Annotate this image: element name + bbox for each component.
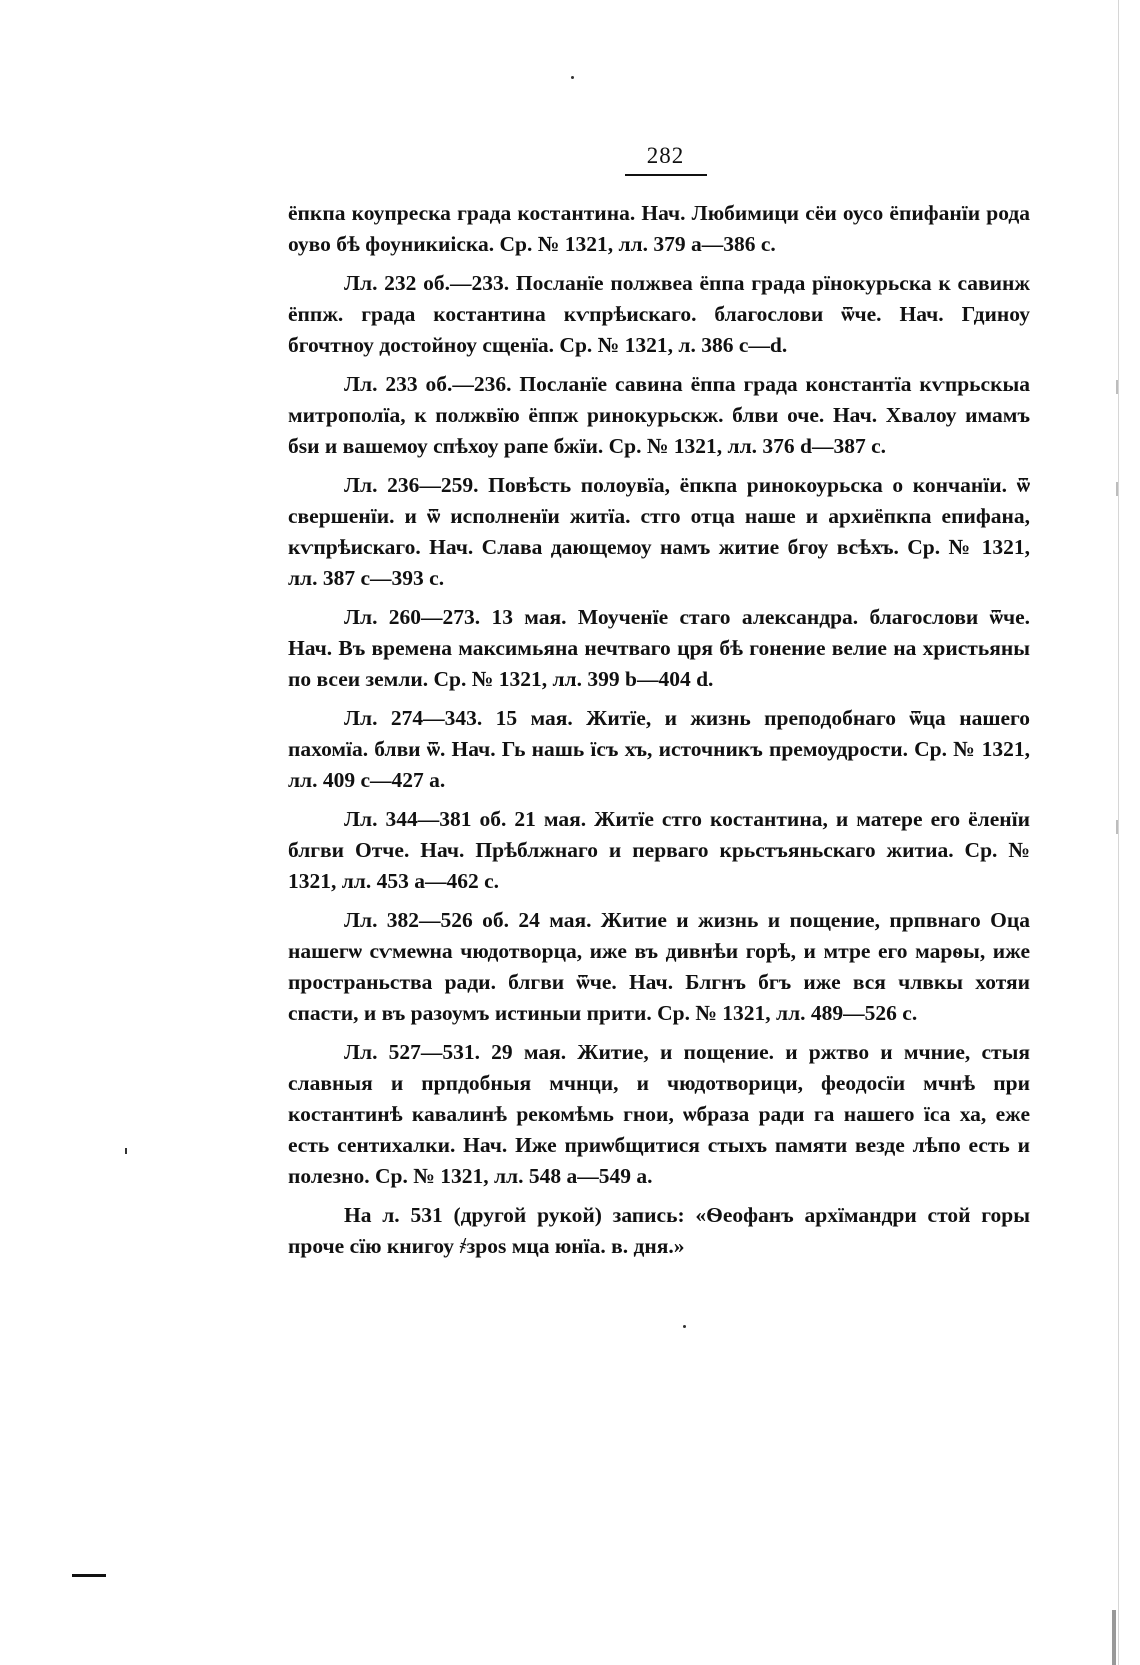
entry-344: Лл. 344—381 об. 21 мая. Житїе стго костантина, и матере его ёленїи блгви Отче. Нач. Прѣблжнаго и перваго крьстъяньскаго житиа. Ср. № 1321, лл. 453 а—462 с. <box>288 807 1030 893</box>
scan-edge-line <box>1118 0 1119 1665</box>
scan-speck <box>571 76 574 79</box>
scan-corner-mark <box>1112 1610 1116 1665</box>
page-number: 282 <box>646 143 685 168</box>
scan-edge-tick <box>1116 380 1118 394</box>
entry-236: Лл. 236—259. Повѣсть полоувїа, ёпкпа ринокоурьска о кончанїи. ѿ свершенїи. и ѿ исполненїи житїа. стго отца наше и архиёпкпа епифана, кѵпрѣискаго. Нач. Слава дающемоу намъ житие бгоу всѣхъ. Ср. № 1321, лл. 387 с—393 с. <box>288 473 1030 590</box>
scan-edge-tick <box>1116 482 1118 496</box>
text-block <box>288 198 1030 1270</box>
entry-note-531: На л. 531 (другой рукой) запись: «Ѳеофанъ архїмандри стой горы проче сїю книгоу ҂зроѕ мца юнїа. в. дня.» <box>288 1203 1030 1258</box>
entry-274: Лл. 274—343. 15 мая. Житїе, и жизнь преподобнаго ѿца нашего пахомїа. блви ѿ. Нач. Гь нашь їсъ хъ, источникъ премоудрости. Ср. № 1321, лл. 409 с—427 а. <box>288 706 1030 792</box>
margin-dash <box>72 1574 106 1577</box>
page-number-rule <box>625 174 707 176</box>
entry-527: Лл. 527—531. 29 мая. Житие, и пощение. и ржтво и мчние, стыя славныя и прпдобныя мчнци, и чюдотворици, феодосїи мчнѣ при костантинѣ кавалинѣ рекомѣмь гнои, ѡбраза ради га нашего їса ха, еже есть сентихалки. Нач. Иже приѡбщитися стыхъ памяти везде лѣпо есть и полезно. Ср. № 1321, лл. 548 а—549 а. <box>288 1040 1030 1188</box>
scan-dot <box>683 1325 686 1328</box>
entry-382: Лл. 382—526 об. 24 мая. Житие и жизнь и пощение, прпвнаго Оца нашегѡ сѵмеѡна чюдотворца, иже въ дивнѣи горѣ, и мтре его марѳы, иже пространьства ради. блгви ѿче. Нач. Блгнъ бгъ иже вся члвкы хотяи спасти, и въ разоумъ истиныи прити. Ср. № 1321, лл. 489—526 с. <box>288 908 1030 1025</box>
entry-232: Лл. 232 об.—233. Посланїе полжвеа ёппа града рїнокурьска к савинж ёппж. града костантина кѵпрѣискаго. благослови ѿче. Нач. Гдиноу бгочтноу достойноу сщенїа. Ср. № 1321, л. 386 c—d. <box>288 271 1030 357</box>
margin-mark <box>125 1148 127 1154</box>
entry-260: Лл. 260—273. 13 мая. Моученїе стаго александра. благослови ѿче. Нач. Въ времена максимьяна нечтваго цря бѣ гонение велие на христьяны по всеи земли. Ср. № 1321, лл. 399 b—404 d. <box>288 605 1030 691</box>
entry-233: Лл. 233 об.—236. Посланїе савина ёппа града константїа кѵпрьскыа митрополїа, к полжвїю ёппж ринокурьскж. блви оче. Нач. Хвалоу имамъ бѕи и вашемоу спѣхоу рапе бжїи. Ср. № 1321, лл. 376 d—387 с. <box>288 372 1030 458</box>
scan-edge-tick <box>1116 820 1118 834</box>
entry-continuation: ёпкпа коупреска града костантина. Нач. Любимици сёи оусо ёпифанїи рода оуво бѣ фоуникиіска. Ср. № 1321, лл. 379 а—386 с. <box>288 201 1030 256</box>
